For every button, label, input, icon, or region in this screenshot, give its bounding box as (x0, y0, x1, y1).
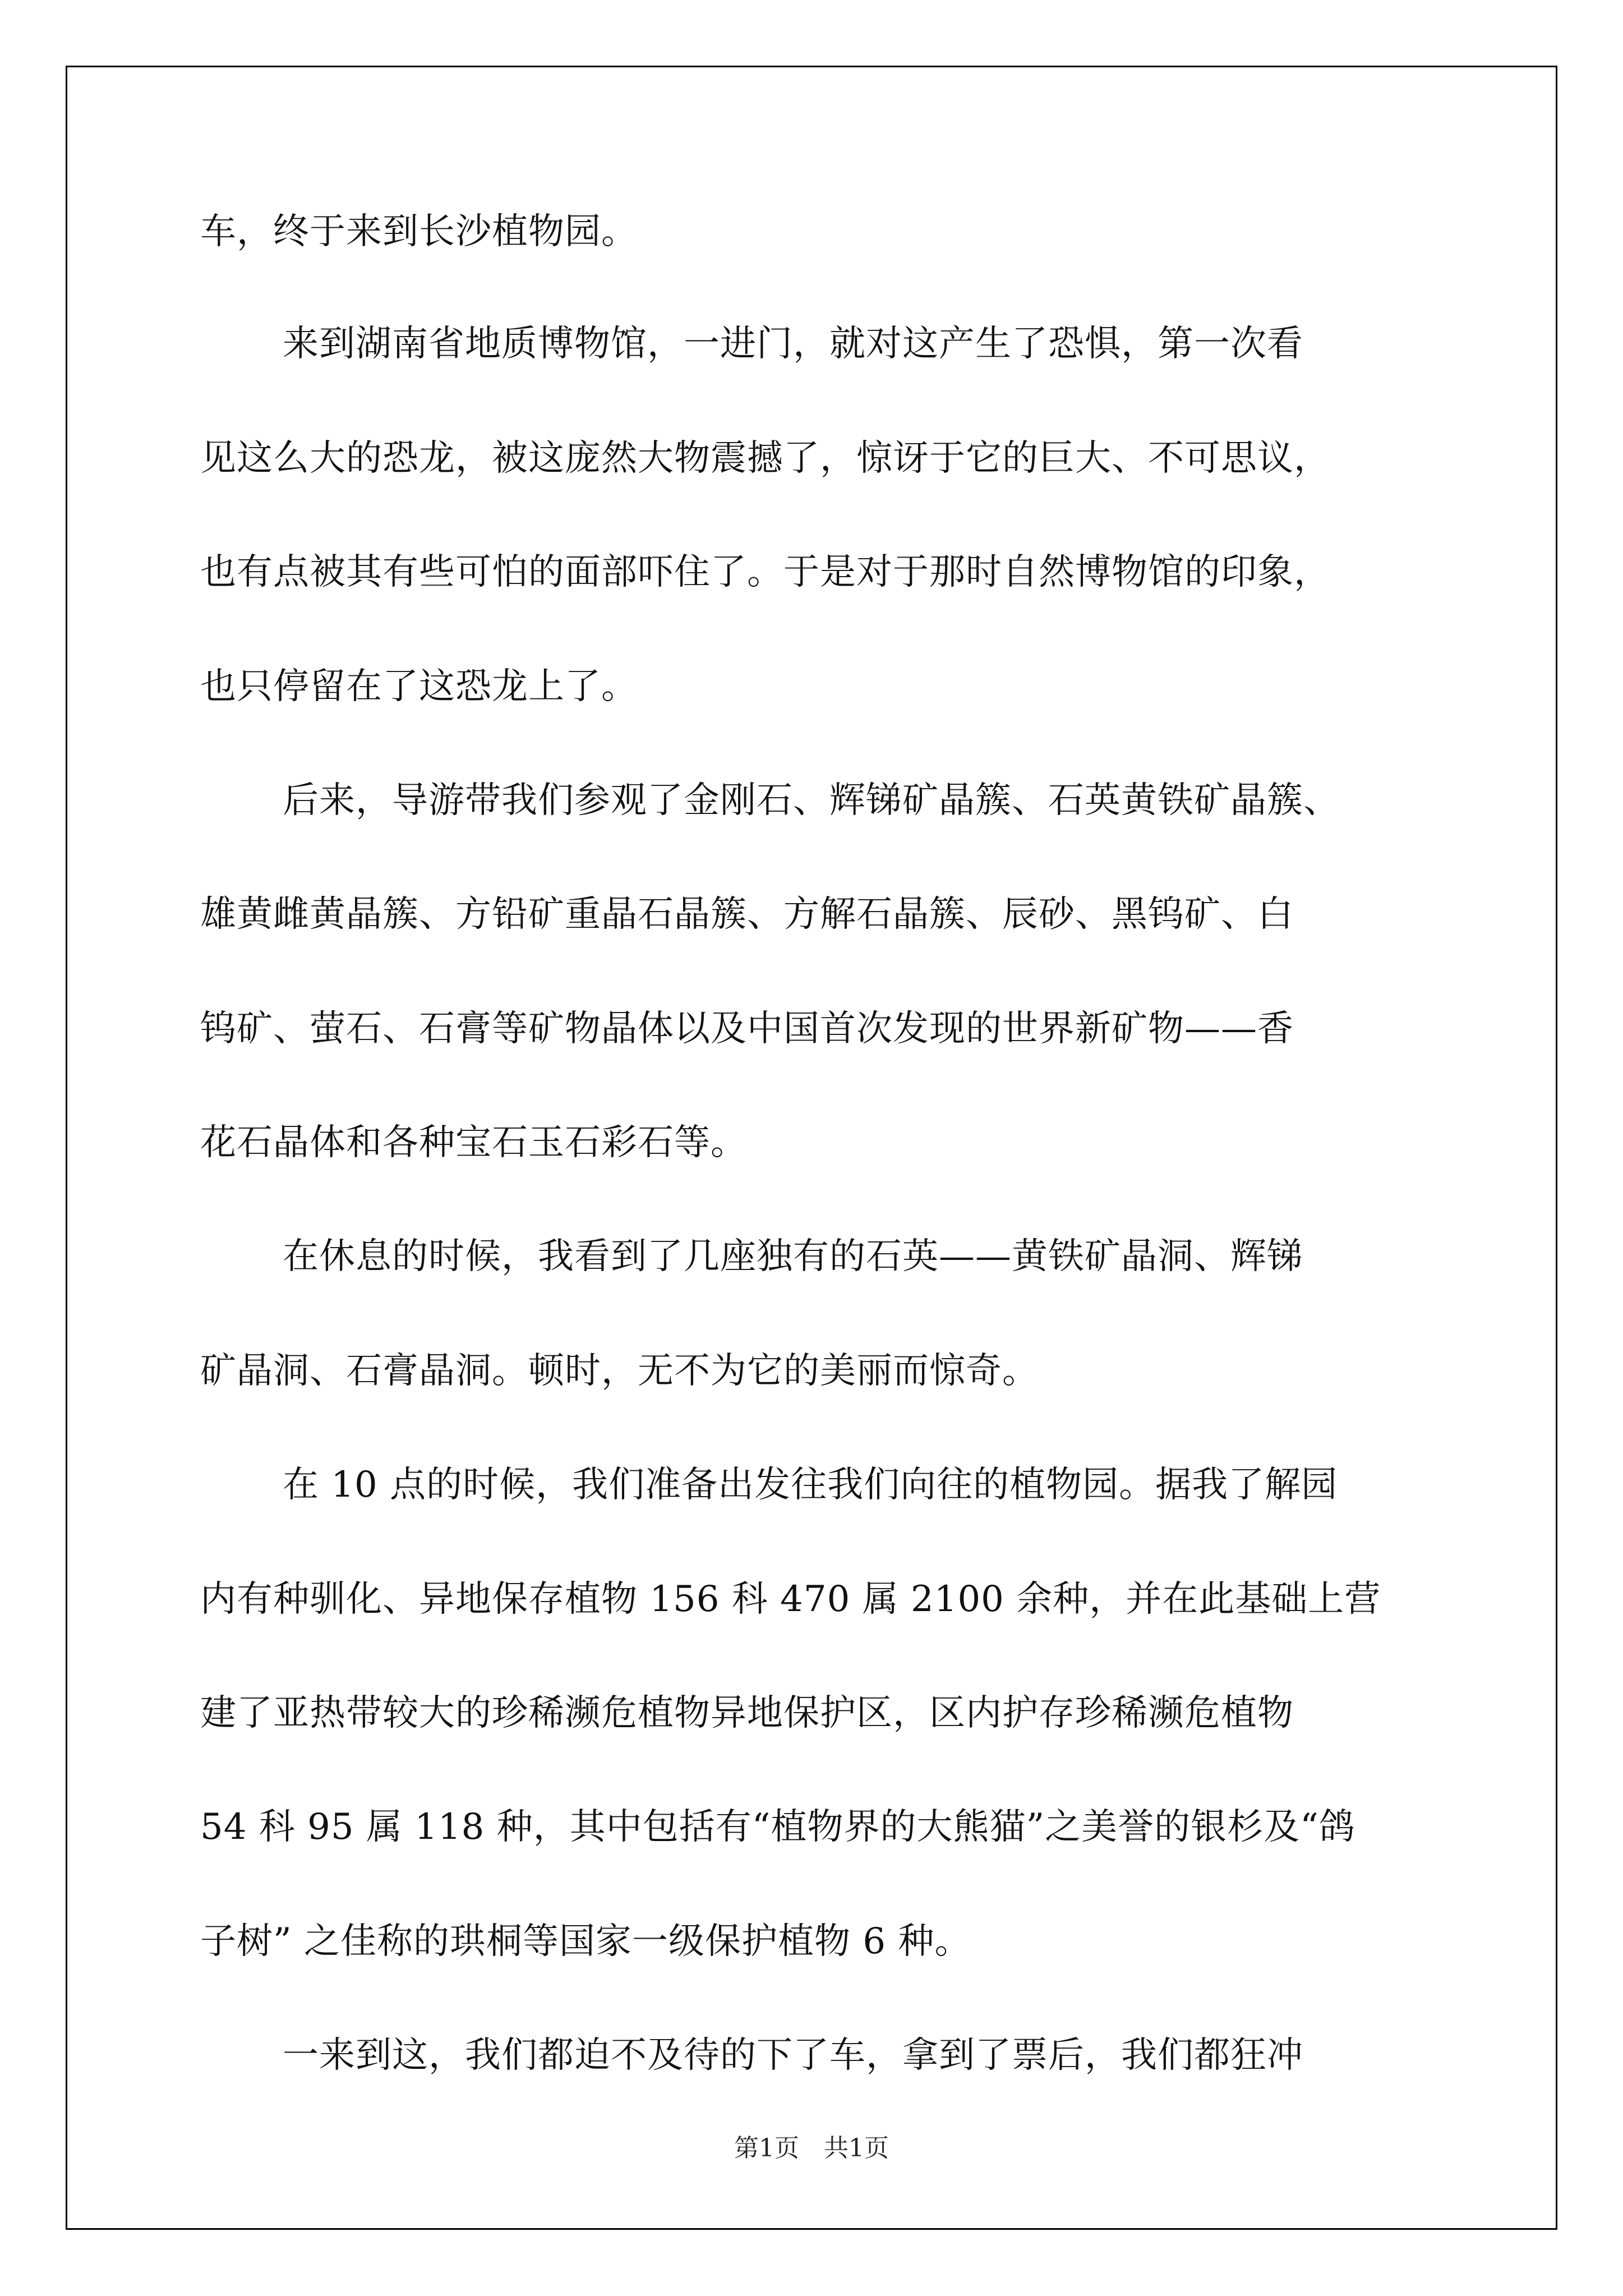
text-line: 也只停留在了这恐龙上了。 (200, 666, 638, 707)
text-line: 后来，导游带我们参观了金刚石、辉锑矿晶簇、石英黄铁矿晶簇、 (283, 780, 1340, 821)
text-line: 车，终于来到长沙植物园。 (200, 211, 638, 252)
text-line: 在 10 点的时候，我们准备出发往我们向往的植物园。据我了解园 (283, 1464, 1338, 1506)
text-line: 建了亚热带较大的珍稀濒危植物异地保护区，区内护存珍稀濒危植物 (200, 1692, 1294, 1734)
text-line: 花石晶体和各种宝石玉石彩石等。 (200, 1122, 747, 1163)
text-line: 内有种驯化、异地保存植物 156 科 470 属 2100 余种，并在此基础上营 (200, 1579, 1381, 1620)
text-line: 见这么大的恐龙，被这庞然大物震撼了，惊讶于它的巨大、不可思议， (200, 438, 1330, 479)
text-line: 钨矿、萤石、石膏等矿物晶体以及中国首次发现的世界新矿物——香 (200, 1008, 1294, 1050)
text-line: 也有点被其有些可怕的面部吓住了。于是对于那时自然博物馆的印象， (200, 551, 1330, 593)
page-footer: 第1页 共1页 (734, 2134, 889, 2162)
text-line: 在休息的时候，我看到了几座独有的石英——黄铁矿晶洞、辉锑 (283, 1236, 1303, 1277)
text-line: 一来到这，我们都迫不及待的下了车，拿到了票后，我们都狂冲 (283, 2035, 1303, 2076)
text-line: 子树” 之佳称的珙桐等国家一级保护植物 6 种。 (200, 1921, 971, 1962)
text-line: 来到湖南省地质博物馆，一进门，就对这产生了恐惧，第一次看 (283, 323, 1303, 365)
text-line: 矿晶洞、石膏晶洞。顿时，无不为它的美丽而惊奇。 (200, 1350, 1039, 1392)
text-line: 雄黄雌黄晶簇、方铅矿重晶石晶簇、方解石晶簇、辰砂、黑钨矿、白 (200, 894, 1294, 935)
text-line: 54 科 95 属 118 种，其中包括有“植物界的大熊猫”之美誉的银杉及“鸽 (200, 1806, 1355, 1848)
